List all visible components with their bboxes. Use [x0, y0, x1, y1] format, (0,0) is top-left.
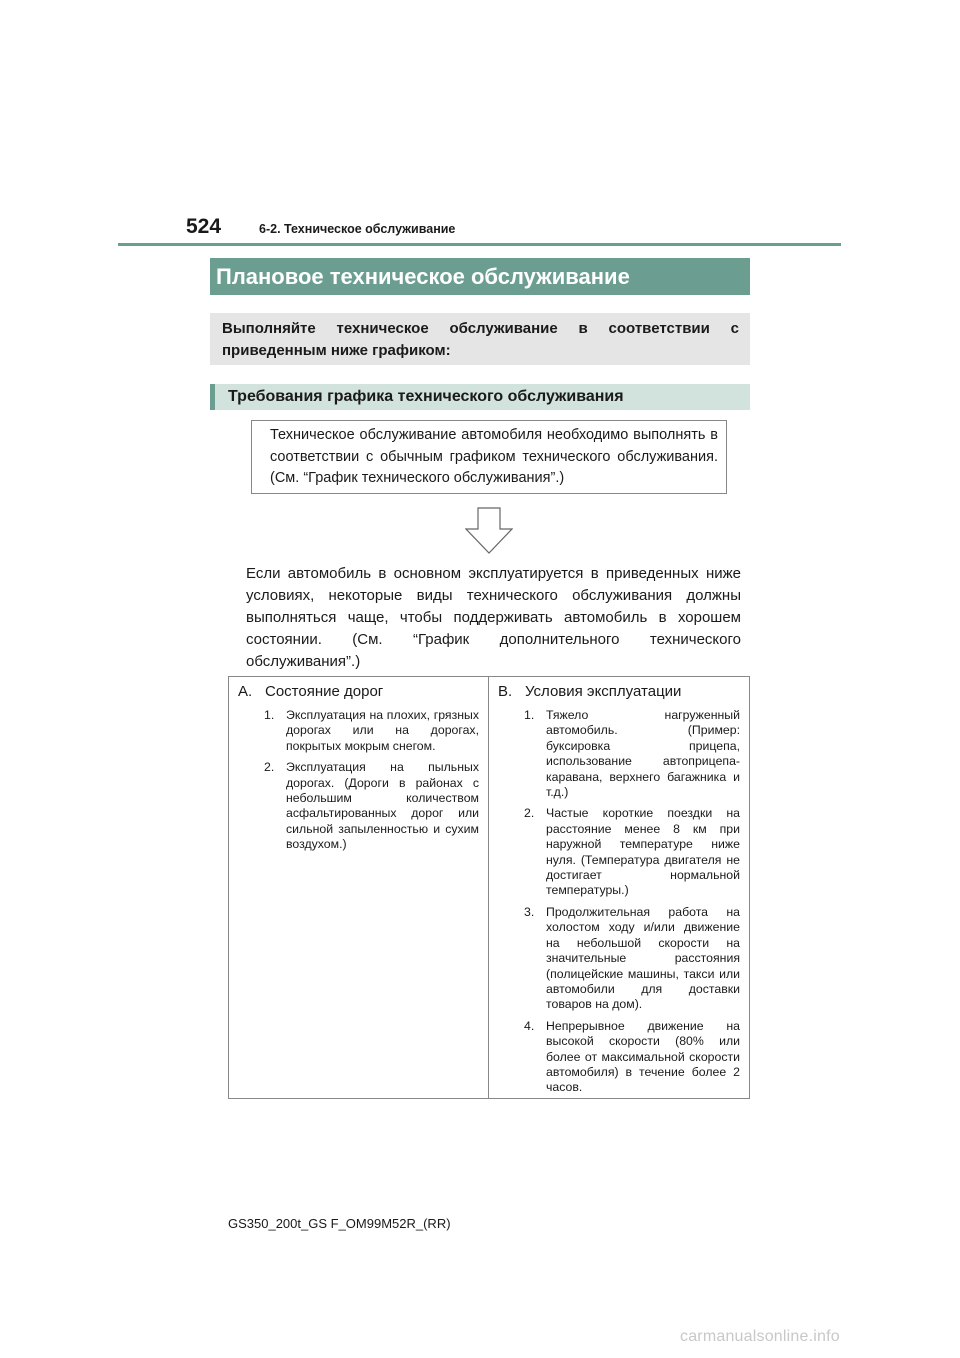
column-title	[498, 681, 740, 703]
item-text: Частые короткие поездки на расстояние менее 8 км при наружной температуре ниже нуля. (Температура двигателя не достигает нормальной температуры.)	[546, 806, 740, 898]
item-number: 1.	[524, 708, 535, 722]
item-text: Эксплуатация на пыльных дорогах. (Дороги в районах с небольшим количеством асфальтированных дорог или сильной запыленностью и сухим воздухом.)	[286, 760, 479, 852]
intro-text: Выполняйте техническое обслуживание в соответствии с приведенным ниже графиком:	[210, 313, 750, 365]
column-road-conditions	[229, 677, 489, 1098]
list-item	[498, 905, 740, 1013]
condition-paragraph: Если автомобиль в основном эксплуатируется в приведенных ниже условиях, некоторые виды технического обслуживания должны выполняться чаще, чтобы поддерживать автомобиль в хорошем состоянии. (См. “График дополнительного технического обслуживания”.)	[246, 565, 741, 670]
page-number: 524	[186, 215, 222, 238]
item-text: Эксплуатация на плохих, грязных дорогах или на дорогах, покрытых мокрым снегом.	[286, 708, 479, 753]
item-text: Продолжительная работа на холостом ходу и/или движение на небольшой скорости на значительные расстояния (полицейские машины, такси или автомобили для доставки товаров на дом).	[546, 904, 740, 1012]
column-title-text: Условия эксплуатации	[525, 683, 682, 700]
section-subtitle: Требования графика технического обслуживания	[210, 384, 750, 410]
list-item	[498, 1019, 740, 1096]
item-text: Непрерывное движение на высокой скорости (80% или более от максимальной скорости автомобиля) в течение более 2 часов.	[546, 1018, 740, 1095]
column-title-text: Состояние дорог	[265, 683, 384, 700]
column-title	[238, 681, 479, 703]
column-letter: B.	[498, 683, 513, 700]
item-number: 4.	[524, 1018, 535, 1033]
list-item	[238, 708, 479, 754]
footer-document-code: GS350_200t_GS F_OM99M52R_(RR)	[228, 1216, 451, 1231]
header-divider	[118, 243, 841, 246]
item-number: 3.	[524, 904, 535, 919]
list-item	[238, 760, 479, 852]
page-title: Плановое техническое обслуживание	[210, 258, 750, 295]
requirement-box: Техническое обслуживание автомобиля необходимо выполнять в соответствии с обычным графиком технического обслуживания. (См. “График технического обслуживания”.)	[251, 420, 727, 494]
column-letter: A.	[238, 683, 253, 700]
item-text: Тяжело нагруженный автомобиль. (Пример: буксировка прицепа, использование автоприцепа-каравана, верхнего багажника и т.д.)	[546, 708, 740, 800]
list-item	[498, 806, 740, 898]
section-reference: 6-2. Техническое обслуживание	[259, 222, 456, 236]
conditions-table	[228, 676, 750, 1099]
column-operating-conditions	[489, 677, 749, 1098]
list-item	[498, 708, 740, 800]
down-arrow-icon	[465, 507, 513, 555]
item-number: 2.	[524, 806, 535, 821]
item-number: 2.	[264, 760, 275, 775]
watermark: carmanualsonline.info	[680, 1328, 840, 1345]
item-number: 1.	[264, 708, 275, 722]
